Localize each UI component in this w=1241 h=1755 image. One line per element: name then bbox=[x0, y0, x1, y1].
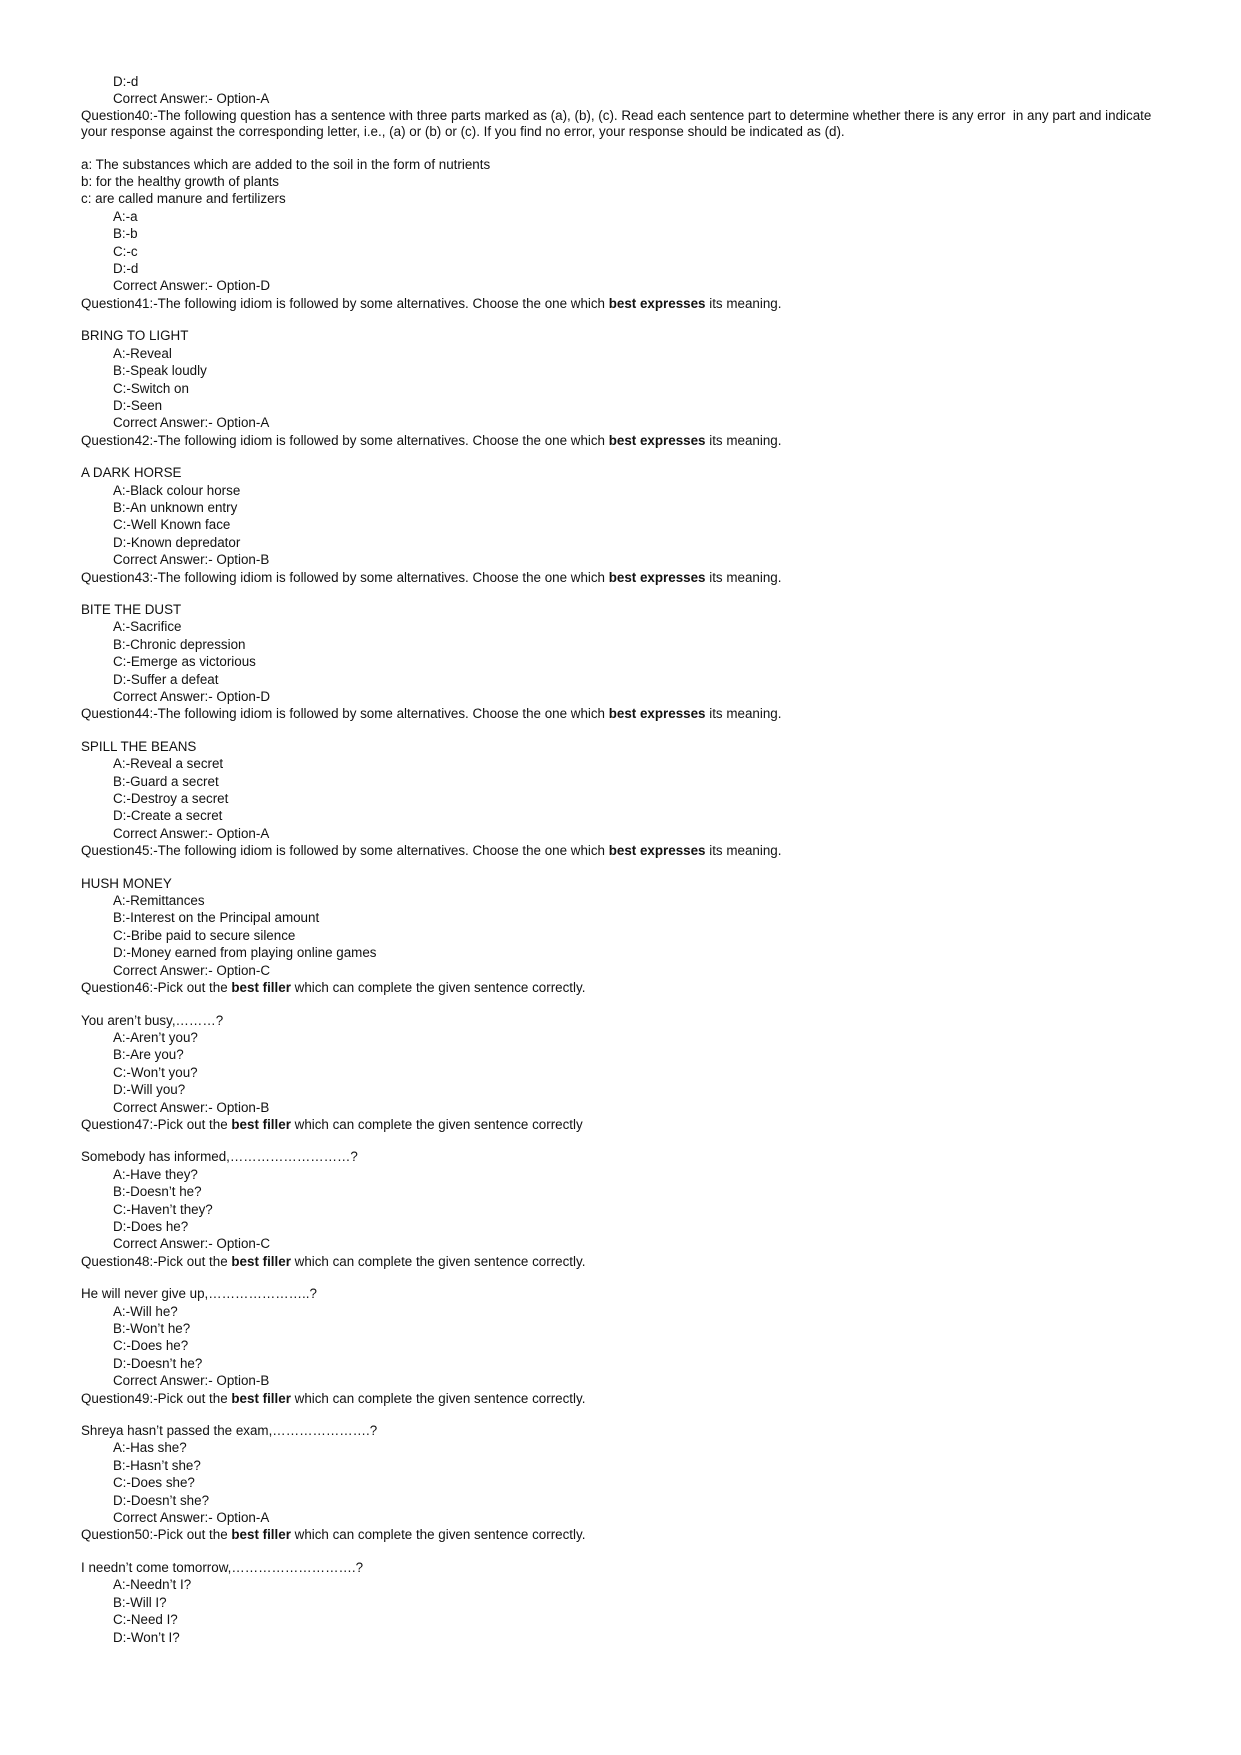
option-a: A:-Has she? bbox=[113, 1440, 187, 1456]
question-46 bbox=[81, 979, 1171, 1116]
option-d: D:-Doesn’t she? bbox=[113, 1492, 210, 1508]
question-prompt: Question43:-The following idiom is followed by some alternatives. Choose the one which best expresses its meaning. bbox=[81, 569, 782, 585]
correct-answer: Correct Answer:- Option-A bbox=[113, 1510, 270, 1526]
option-d: D:-Known depredator bbox=[113, 534, 241, 550]
correct-answer: Correct Answer:- Option-A bbox=[113, 91, 270, 107]
question-45 bbox=[81, 842, 1171, 979]
question-prompt: Question48:-Pick out the best filler which can complete the given sentence correctly. bbox=[81, 1253, 586, 1269]
correct-answer: Correct Answer:- Option-C bbox=[113, 1236, 271, 1252]
question-50 bbox=[81, 1526, 1171, 1645]
emphasis: best filler bbox=[231, 1527, 291, 1543]
option-d: D:-Suffer a defeat bbox=[113, 671, 219, 687]
option-c: C:-Switch on bbox=[113, 380, 189, 396]
option-c: C:-Destroy a secret bbox=[113, 791, 229, 807]
option-c: C:-Need I? bbox=[113, 1612, 178, 1628]
emphasis: best filler bbox=[231, 1390, 291, 1406]
option-c: C:-Does he? bbox=[113, 1338, 189, 1354]
option-d: D:-Does he? bbox=[113, 1218, 189, 1234]
option-a: A:-Reveal a secret bbox=[113, 756, 224, 772]
option-d: D:-Won’t I? bbox=[113, 1629, 180, 1645]
spacer bbox=[81, 997, 1171, 1012]
question-prompt: Question42:-The following idiom is followed by some alternatives. Choose the one which best expresses its meaning. bbox=[81, 432, 782, 448]
option-a: A:-Remittances bbox=[113, 893, 205, 909]
spacer bbox=[81, 312, 1171, 327]
question-prompt: Question47:-Pick out the best filler which can complete the given sentence correctly bbox=[81, 1116, 583, 1132]
option-c: C:-Haven’t they? bbox=[113, 1201, 213, 1217]
question-prompt: Question50:-Pick out the best filler which can complete the given sentence correctly. bbox=[81, 1527, 586, 1543]
question-prompt: Question46:-Pick out the best filler which can complete the given sentence correctly. bbox=[81, 980, 586, 996]
option-d: D:-Money earned from playing online games bbox=[113, 945, 377, 961]
question-44 bbox=[81, 705, 1171, 842]
correct-answer: Correct Answer:- Option-C bbox=[113, 962, 271, 978]
option-b: B:-Guard a secret bbox=[113, 773, 219, 789]
question-47 bbox=[81, 1116, 1171, 1253]
correct-answer: Correct Answer:- Option-B bbox=[113, 552, 270, 568]
correct-answer: Correct Answer:- Option-A bbox=[113, 415, 270, 431]
option-d: D:-Seen bbox=[113, 397, 163, 413]
spacer bbox=[81, 586, 1171, 601]
stem-line: You aren’t busy,………? bbox=[81, 1012, 224, 1028]
question-label: Question40:- bbox=[81, 107, 158, 123]
question-label: Question43:- bbox=[81, 569, 158, 585]
stem-line: b: for the healthy growth of plants bbox=[81, 174, 280, 190]
emphasis: best expresses bbox=[608, 706, 706, 722]
stem-line: Shreya hasn’t passed the exam,………………….? bbox=[81, 1423, 378, 1439]
stem-line: I needn’t come tomorrow,……………………….? bbox=[81, 1559, 364, 1575]
question-40 bbox=[81, 108, 1171, 295]
option-b: B:-Speak loudly bbox=[113, 363, 207, 379]
stem-line: BITE THE DUST bbox=[81, 601, 182, 617]
stem-line: a: The substances which are added to the soil in the form of nutrients bbox=[81, 156, 491, 172]
option-c: C:-Bribe paid to secure silence bbox=[113, 927, 296, 943]
document-page bbox=[81, 73, 1171, 1646]
stem-line: He will never give up,…………………..? bbox=[81, 1286, 317, 1302]
option-d: D:-d bbox=[113, 74, 139, 89]
stem-line: SPILL THE BEANS bbox=[81, 738, 197, 754]
stem-line: A DARK HORSE bbox=[81, 465, 182, 481]
question-label: Question45:- bbox=[81, 843, 158, 859]
stem-line: HUSH MONEY bbox=[81, 875, 172, 891]
question-label: Question41:- bbox=[81, 295, 158, 311]
stem-line: c: are called manure and fertilizers bbox=[81, 191, 286, 207]
emphasis: best expresses bbox=[608, 569, 706, 585]
emphasis: best expresses bbox=[608, 432, 706, 448]
question-label: Question42:- bbox=[81, 432, 158, 448]
spacer bbox=[81, 141, 1171, 156]
option-d: D:-Create a secret bbox=[113, 808, 223, 824]
option-b: B:-Will I? bbox=[113, 1594, 167, 1610]
question-prompt: Question41:-The following idiom is followed by some alternatives. Choose the one which best expresses its meaning. bbox=[81, 295, 782, 311]
option-b: B:-b bbox=[113, 226, 138, 242]
question-prompt: Question45:-The following idiom is followed by some alternatives. Choose the one which best expresses its meaning. bbox=[81, 843, 782, 859]
emphasis: best expresses bbox=[608, 843, 706, 859]
option-d: D:-d bbox=[113, 261, 139, 277]
option-d: D:-Will you? bbox=[113, 1082, 186, 1098]
emphasis: best filler bbox=[231, 980, 291, 996]
option-a: A:-Needn’t I? bbox=[113, 1577, 192, 1593]
option-c: C:-Does she? bbox=[113, 1475, 195, 1491]
option-c: C:-c bbox=[113, 243, 138, 259]
spacer bbox=[81, 1133, 1171, 1148]
option-a: A:-Reveal bbox=[113, 345, 172, 361]
spacer bbox=[81, 723, 1171, 738]
question-prompt: Question40:-The following question has a sentence with three parts marked as (a), (b), (c). Read each sentence part to determine whether there is any error in any part and indicate your response against the corresponding letter, i.e., (a) or (b) or (c). If you find no error, your response should be indicated as (d). bbox=[81, 107, 1156, 140]
question-43 bbox=[81, 569, 1171, 706]
emphasis: best filler bbox=[231, 1116, 291, 1132]
correct-answer: Correct Answer:- Option-D bbox=[113, 278, 271, 294]
option-b: B:-Chronic depression bbox=[113, 636, 246, 652]
option-b: B:-Doesn’t he? bbox=[113, 1184, 202, 1200]
question-label: Question44:- bbox=[81, 706, 158, 722]
option-c: C:-Well Known face bbox=[113, 517, 231, 533]
option-a: A:-Aren’t you? bbox=[113, 1029, 198, 1045]
question-prompt: Question44:-The following idiom is followed by some alternatives. Choose the one which best expresses its meaning. bbox=[81, 706, 782, 722]
correct-answer: Correct Answer:- Option-D bbox=[113, 689, 271, 704]
option-a: A:-a bbox=[113, 208, 138, 224]
question-prompt: Question49:-Pick out the best filler which can complete the given sentence correctly. bbox=[81, 1390, 586, 1406]
option-b: B:-Won’t he? bbox=[113, 1321, 191, 1336]
correct-answer: Correct Answer:- Option-B bbox=[113, 1099, 270, 1115]
question-label: Question48:- bbox=[81, 1253, 158, 1269]
option-a: A:-Have they? bbox=[113, 1166, 198, 1182]
option-b: B:-Are you? bbox=[113, 1047, 184, 1063]
option-c: C:-Emerge as victorious bbox=[113, 654, 256, 670]
option-a: A:-Will he? bbox=[113, 1303, 178, 1319]
stem-line: Somebody has informed,………………………? bbox=[81, 1149, 358, 1165]
option-b: B:-Hasn’t she? bbox=[113, 1457, 201, 1473]
question-label: Question46:- bbox=[81, 980, 158, 996]
spacer bbox=[81, 449, 1171, 464]
option-c: C:-Won’t you? bbox=[113, 1064, 198, 1080]
spacer bbox=[81, 1270, 1171, 1285]
spacer bbox=[81, 860, 1171, 875]
option-b: B:-An unknown entry bbox=[113, 499, 238, 515]
question-49 bbox=[81, 1390, 1171, 1527]
question-label: Question49:- bbox=[81, 1390, 158, 1406]
question-label: Question50:- bbox=[81, 1527, 158, 1543]
question-label: Question47:- bbox=[81, 1116, 158, 1132]
question-48 bbox=[81, 1253, 1171, 1390]
stem-line: BRING TO LIGHT bbox=[81, 328, 189, 344]
spacer bbox=[81, 1407, 1171, 1422]
option-d: D:-Doesn’t he? bbox=[113, 1355, 203, 1371]
emphasis: best filler bbox=[231, 1253, 291, 1269]
option-a: A:-Sacrifice bbox=[113, 619, 182, 635]
question-41 bbox=[81, 295, 1171, 432]
emphasis: best expresses bbox=[608, 295, 706, 311]
question-42 bbox=[81, 432, 1171, 569]
spacer bbox=[81, 1544, 1171, 1559]
correct-answer: Correct Answer:- Option-B bbox=[113, 1373, 270, 1389]
option-a: A:-Black colour horse bbox=[113, 482, 241, 498]
option-b: B:-Interest on the Principal amount bbox=[113, 910, 320, 926]
correct-answer: Correct Answer:- Option-A bbox=[113, 825, 270, 841]
